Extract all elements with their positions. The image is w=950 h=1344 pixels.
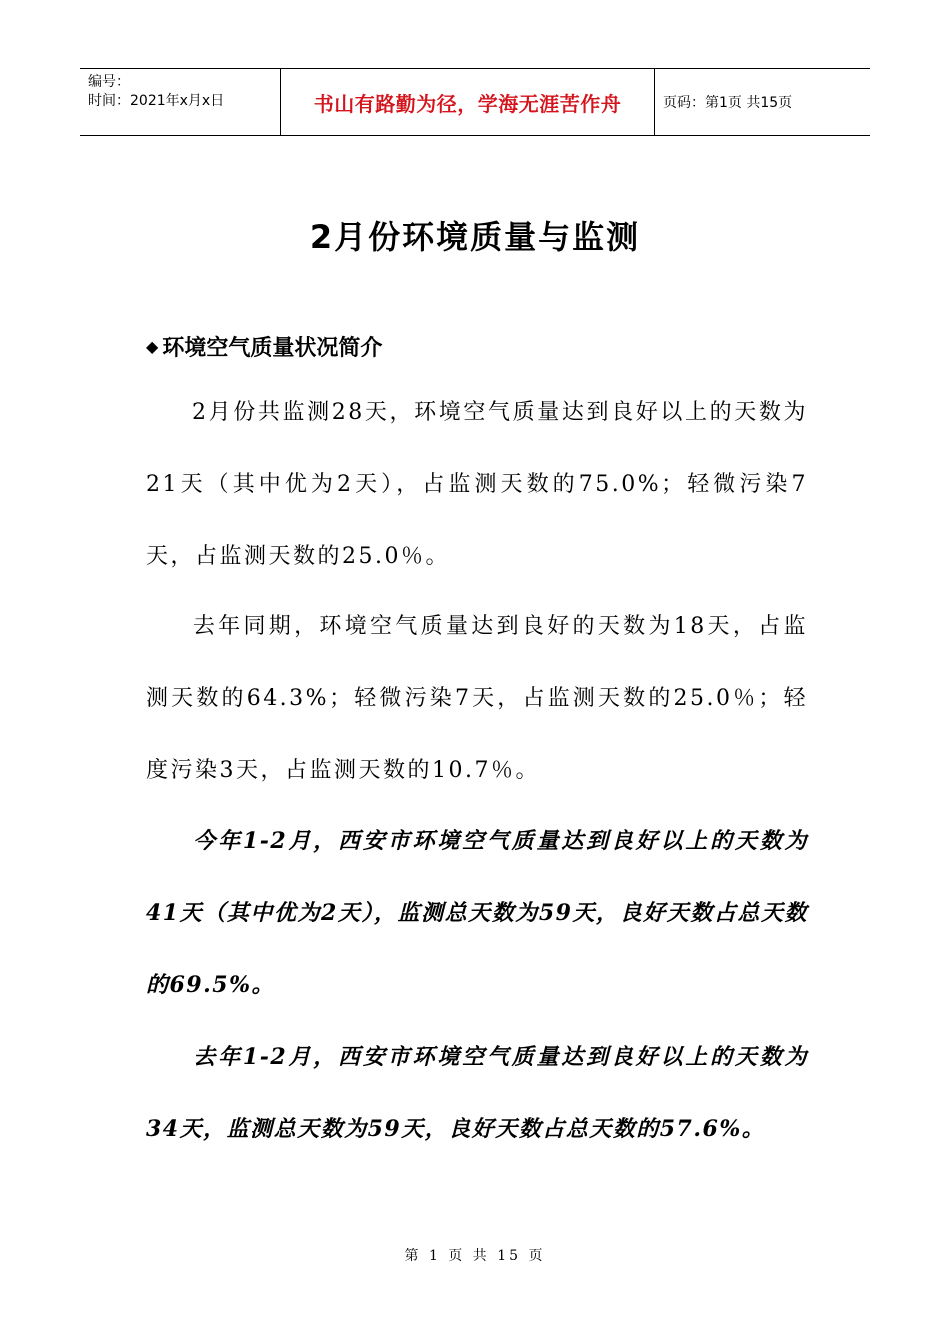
paragraph-1 <box>146 377 808 593</box>
paragraph-2-text: 去年同期，环境空气质量达到良好的天数为18天，占监测天数的64.3%；轻微污染7天，占监测天数的25.0％；轻度污染3天，占监测天数的10.7％。 <box>146 614 808 783</box>
section-heading <box>146 331 382 362</box>
header-meta <box>80 69 281 135</box>
paragraph-3-text: 今年1-2月，西安市环境空气质量达到良好以上的天数为41天（其中优为2天），监测总天数为59天，良好天数占总天数的69.5%。 <box>146 828 808 998</box>
paragraph-2 <box>146 591 808 807</box>
date-label: 时间：2021年x月x日 <box>88 93 225 109</box>
number-label: 编号： <box>88 74 130 90</box>
page-header <box>80 68 870 136</box>
page-footer: 第 1 页 共 15 页 <box>404 1248 546 1264</box>
header-page-info: 页码：第1页 共15页 <box>663 95 793 111</box>
paragraph-1-text: 2月份共监测28天，环境空气质量达到良好以上的天数为21天（其中优为2天），占监测天数的75.0%；轻微污染7天，占监测天数的25.0％。 <box>146 400 808 569</box>
diamond-bullet-icon: ◆ <box>146 337 159 356</box>
header-motto: 书山有路勤为径，学海无涯苦作舟 <box>281 69 655 135</box>
paragraph-4-text: 去年1-2月，西安市环境空气质量达到良好以上的天数为34天，监测总天数为59天，良好天数占总天数的57.6%。 <box>146 1044 808 1142</box>
paragraph-4 <box>146 1021 808 1165</box>
document-title: 2月份环境质量与监测 <box>309 218 641 256</box>
section-heading-text: 环境空气质量状况简介 <box>162 336 383 361</box>
paragraph-3 <box>146 805 808 1021</box>
